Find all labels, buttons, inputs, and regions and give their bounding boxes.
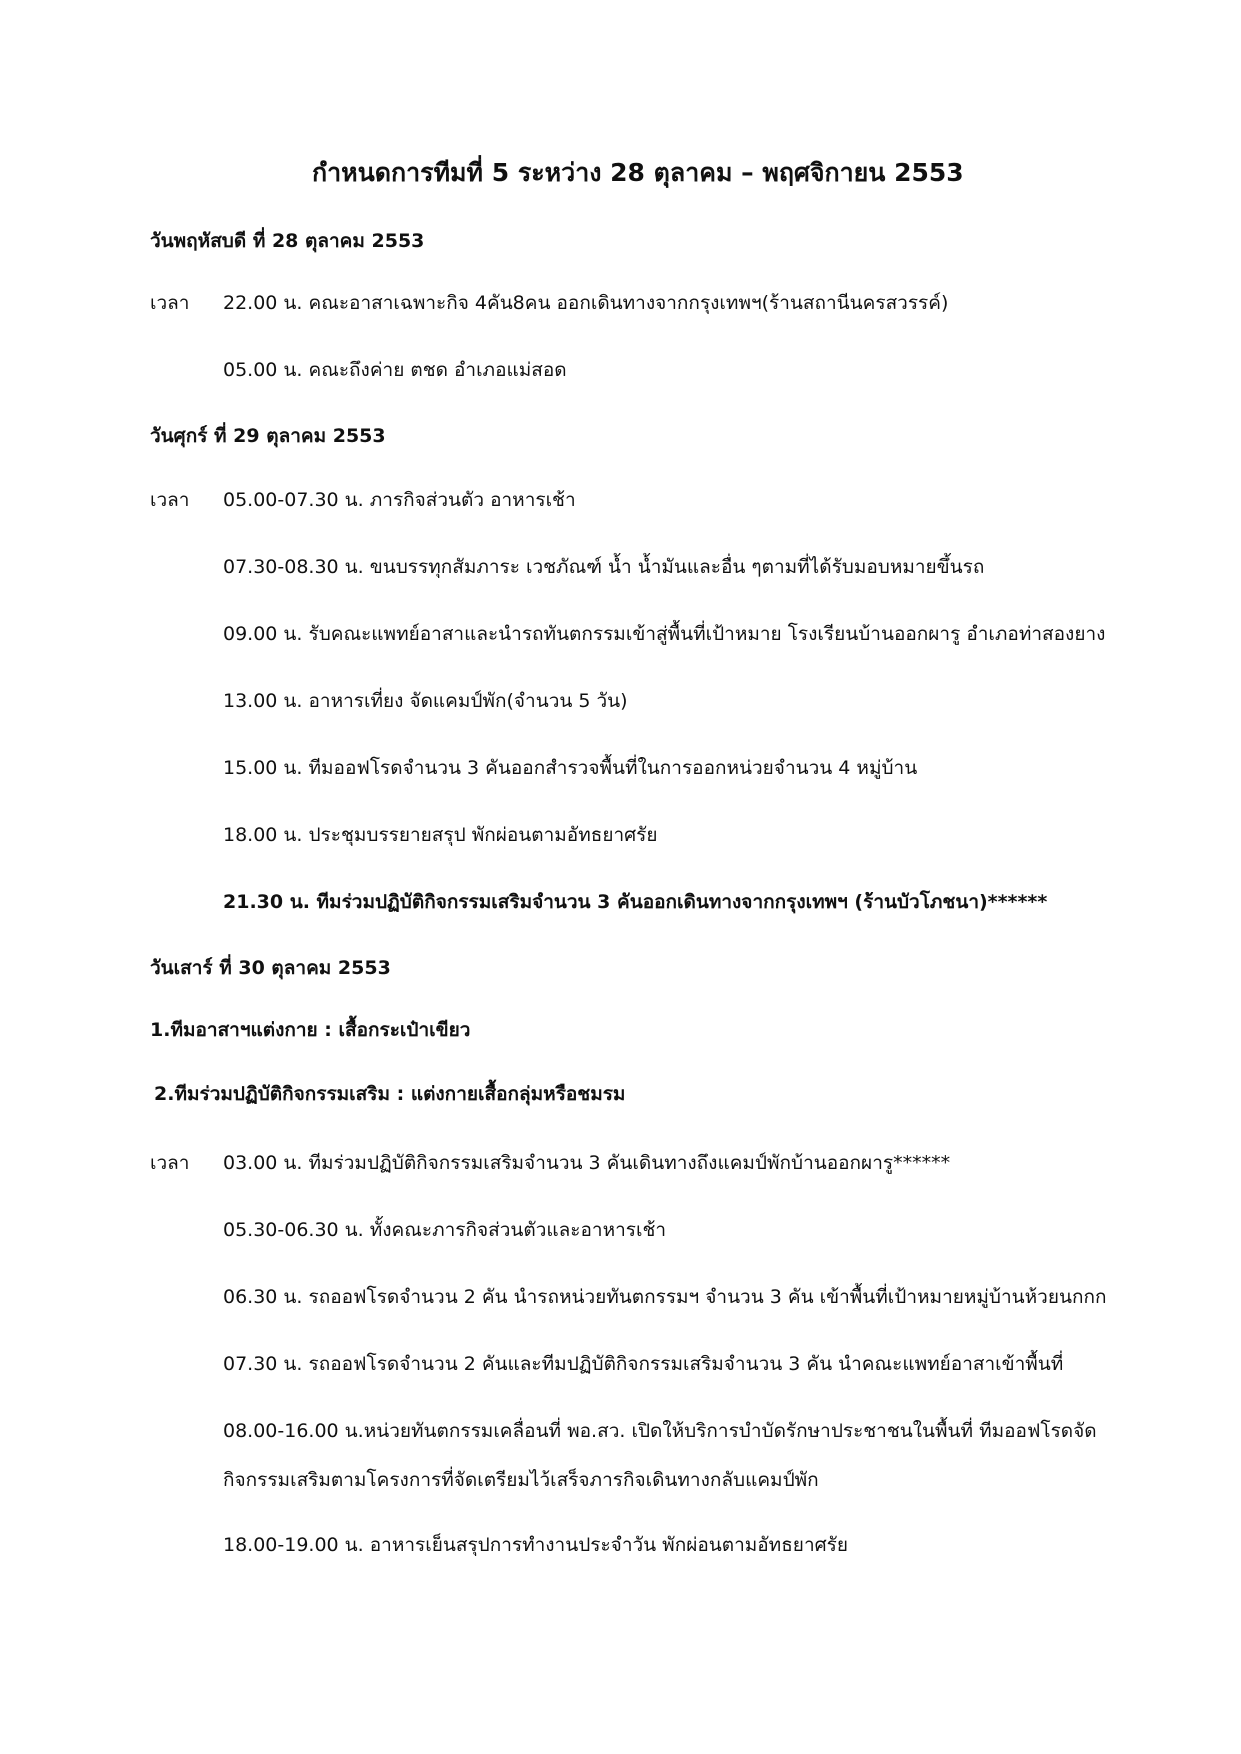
schedule-entry: 05.00 น. คณะถึงค่าย ตชด อำเภอแม่สอด	[223, 359, 567, 381]
schedule-entry: 22.00 น. คณะอาสาเฉพาะกิจ 4คัน8คน ออกเดินทางจากกรุงเทพฯ(ร้านสถานีนครสวรรค์)	[223, 292, 949, 314]
schedule-entry: 21.30 น. ทีมร่วมปฏิบัติกิจกรรมเสริมจำนวน 3 คันออกเดินทางจากกรุงเทพฯ (ร้านบัวโภชนา)******	[223, 891, 1048, 913]
schedule-entry: 05.00-07.30 น. ภารกิจส่วนตัว อาหารเช้า	[223, 489, 576, 511]
schedule-entry: 09.00 น. รับคณะแพทย์อาสาและนำรถทันตกรรมเข้าสู่พื้นที่เป้าหมาย โรงเรียนบ้านออกผารู อำเภอท่าสองยาง	[223, 623, 1106, 645]
day-heading: วันเสาร์ ที่ 30 ตุลาคม 2553	[150, 957, 391, 979]
schedule-entry: 18.00-19.00 น. อาหารเย็นสรุปการทำงานประจำวัน พักผ่อนตามอัทธยาศรัย	[223, 1534, 849, 1556]
document-title: กำหนดการทีมที่ 5 ระหว่าง 28 ตุลาคม – พฤศจิกายน 2553	[312, 158, 964, 187]
dress-note: 1.ทีมอาสาฯแต่งกาย : เสื้อกระเป๋าเขียว	[150, 1019, 471, 1041]
schedule-entry: 13.00 น. อาหารเที่ยง จัดแคมป์พัก(จำนวน 5 วัน)	[223, 690, 628, 712]
day-heading: วันศุกร์ ที่ 29 ตุลาคม 2553	[150, 425, 386, 447]
schedule-entry: 15.00 น. ทีมออฟโรดจำนวน 3 คันออกสำรวจพื้นที่ในการออกหน่วยจำนวน 4 หมู่บ้าน	[223, 757, 918, 779]
time-prefix: เวลา	[150, 1152, 190, 1174]
schedule-entry: 06.30 น. รถออฟโรดจำนวน 2 คัน นำรถหน่วยทันตกรรมฯ จำนวน 3 คัน เข้าพื้นที่เป้าหมายหมู่บ้านห้วยนกกก	[223, 1286, 1107, 1308]
schedule-entry: 05.30-06.30 น. ทั้งคณะภารกิจส่วนตัวและอาหารเช้า	[223, 1219, 667, 1241]
schedule-entry: 18.00 น. ประชุมบรรยายสรุป พักผ่อนตามอัทธยาศรัย	[223, 824, 658, 846]
dress-note: 2.ทีมร่วมปฏิบัติกิจกรรมเสริม : แต่งกายเสื้อกลุ่มหรือชมรม	[154, 1083, 626, 1105]
time-prefix: เวลา	[150, 292, 190, 314]
schedule-entry: 07.30 น. รถออฟโรดจำนวน 2 คันและทีมปฏิบัติกิจกรรมเสริมจำนวน 3 คัน นำคณะแพทย์อาสาเข้าพื้นที่	[223, 1353, 1064, 1375]
time-prefix: เวลา	[150, 489, 190, 511]
schedule-entry: 07.30-08.30 น. ขนบรรทุกสัมภาระ เวชภัณฑ์ น้ำ น้ำมันและอื่น ๆตามที่ได้รับมอบหมายขึ้นรถ	[223, 556, 985, 578]
schedule-entry: 03.00 น. ทีมร่วมปฏิบัติกิจกรรมเสริมจำนวน 3 คันเดินทางถึงแคมป์พักบ้านออกผารู******	[223, 1152, 951, 1174]
day-heading: วันพฤหัสบดี ที่ 28 ตุลาคม 2553	[150, 230, 425, 252]
schedule-entry-continuation: กิจกรรมเสริมตามโครงการที่จัดเตรียมไว้เสร็จภารกิจเดินทางกลับแคมป์พัก	[223, 1469, 819, 1491]
schedule-entry: 08.00-16.00 น.หน่วยทันตกรรมเคลื่อนที่ พอ.สว. เปิดให้บริการบำบัดรักษาประชาชนในพื้นที่ ทีมออฟโรดจัด	[223, 1420, 1097, 1442]
